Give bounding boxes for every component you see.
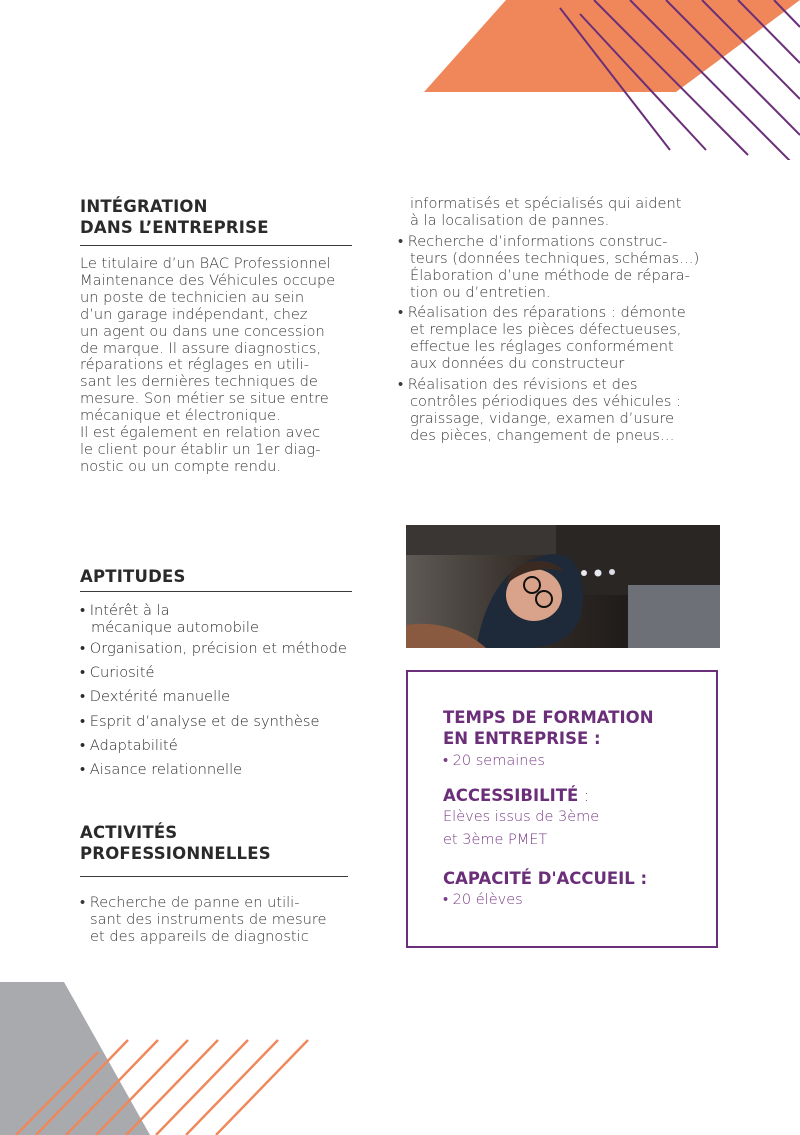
list-item: • Recherche d’informations construc- teurs (données techniques, schémas…) Élaboration d’une méthode de répara- tion ou d’entretien.: [398, 232, 700, 301]
integration-divider: [80, 245, 352, 246]
aptitudes-divider: [80, 591, 352, 592]
list-item: • Réalisation des révisions et des contrôles périodiques des véhicules : graissage, vidange, examen d’usure des pièces, changement de pneus…: [398, 376, 681, 444]
aptitudes-section: [80, 566, 352, 785]
aptitudes-title: APTITUDES: [80, 567, 186, 586]
activities-section: [80, 822, 348, 946]
bottom-decoration: [0, 980, 330, 1135]
list-item: • Organisation, précision et méthode: [80, 640, 347, 657]
activities-first-item: • Recherche de panne en utili- sant des instruments de mesure et des appareils de diagnostic: [80, 894, 327, 945]
list-item: • Réalisation des réparations : démonte et remplace les pièces défectueuses, effectue les réglages conformément aux données du constructeur: [398, 304, 686, 373]
training-title: TEMPS DE FORMATION EN ENTREPRISE :: [443, 708, 654, 748]
activities-title: ACTIVITÉS PROFESSIONNELLES: [80, 823, 271, 863]
info-box: [406, 670, 718, 948]
accessibility-title: ACCESSIBILITÉ :: [443, 786, 590, 805]
capacity-title: CAPACITÉ D'ACCUEIL :: [443, 869, 648, 888]
activities-continuation: informatisés et spécialisés qui aident à la localisation de pannes.: [410, 195, 682, 229]
accessibility-line2: et 3ème PMET: [443, 832, 548, 848]
list-item: • Adaptabilité: [80, 736, 178, 754]
list-item: • Esprit d’analyse et de synthèse: [80, 712, 320, 730]
integration-text: Le titulaire d’un BAC Professionnel Maintenance des Véhicules occupe un poste de technicien au sein d’un garage indépendant, chez un agent ou dans une concession de marque. Il assure diagnostics, réparations et réglages en utili- sant les dernières techniques de mesure. Son métier se situe entre mécanique et électronique. Il est également en relation avec le client pour établir un 1er diag- nostic ou un compte rendu.: [80, 255, 336, 475]
aptitudes-list: [80, 602, 352, 779]
training-value: • 20 semaines: [443, 753, 545, 769]
list-item: • Curiosité: [80, 664, 155, 682]
gray-triangle: [0, 982, 150, 1135]
left-column: [80, 196, 352, 945]
right-column: [398, 196, 720, 445]
capacity-value: • 20 élèves: [443, 892, 523, 908]
mechanic-photo: [406, 525, 720, 648]
list-item: • Aisance relationnelle: [80, 760, 243, 778]
accessibility-line1: Elèves issus de 3ème: [443, 809, 600, 825]
top-decoration: [0, 0, 800, 160]
integration-section: [80, 196, 352, 476]
list-item: • Intérêt à la mécanique automobile: [80, 602, 259, 636]
activities-divider: [80, 876, 348, 877]
activities-list: [398, 234, 720, 445]
list-item: • Dextérité manuelle: [80, 688, 231, 706]
mechanic-illustration: [406, 525, 720, 648]
integration-title: INTÉGRATION DANS L’ENTREPRISE: [80, 197, 269, 237]
